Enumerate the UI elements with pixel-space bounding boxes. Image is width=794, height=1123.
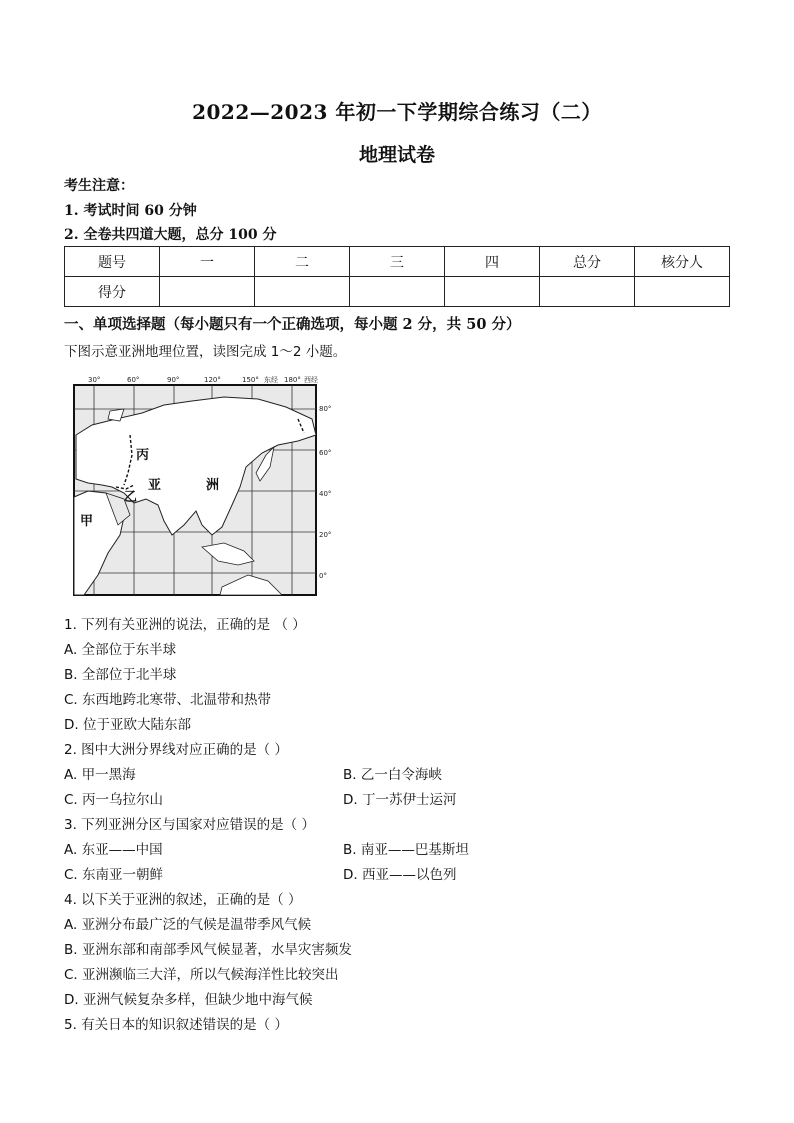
- answer-option[interactable]: C. 丙一乌拉尔山: [64, 792, 164, 808]
- score-cell[interactable]: [635, 277, 730, 307]
- question-stem: 4. 以下关于亚洲的叙述，正确的是（ ）: [64, 892, 302, 908]
- lon-label: 西经: [304, 376, 318, 384]
- lat-label: 80°: [319, 405, 332, 413]
- lon-label: 东经: [264, 376, 278, 384]
- answer-option[interactable]: A. 东亚——中国: [64, 842, 163, 858]
- lat-label: 0°: [319, 572, 327, 580]
- score-table-score-row: [65, 277, 730, 307]
- score-row-label: 得分: [65, 277, 160, 307]
- score-cell[interactable]: [350, 277, 445, 307]
- score-table-header: 核分人: [635, 247, 730, 277]
- answer-option[interactable]: C. 东西地跨北寒带、北温带和热带: [64, 692, 272, 708]
- section-heading: 一、单项选择题（每小题只有一个正确选项，每小题 2 分，共 50 分）: [64, 316, 521, 333]
- answer-option[interactable]: A. 全部位于东半球: [64, 642, 177, 658]
- score-table-header: 题号: [65, 247, 160, 277]
- section-intro: 下图示意亚洲地理位置，读图完成 1～2 小题。: [64, 344, 347, 360]
- map-label-bing: 丙: [136, 448, 150, 463]
- question-stem: 1. 下列有关亚洲的说法，正确的是 （ ）: [64, 617, 306, 633]
- answer-option[interactable]: D. 位于亚欧大陆东部: [64, 717, 191, 733]
- score-table: [64, 246, 730, 307]
- answer-option[interactable]: C. 东南亚一朝鲜: [64, 867, 164, 883]
- lon-label: 150°: [242, 376, 259, 384]
- score-table-header-row: [65, 247, 730, 277]
- lat-label: 60°: [319, 449, 332, 457]
- exam-title: 2022—2023 年初一下学期综合练习（二）: [192, 100, 602, 124]
- score-cell[interactable]: [255, 277, 350, 307]
- score-table-header: 一: [160, 247, 255, 277]
- answer-option[interactable]: B. 全部位于北半球: [64, 667, 177, 683]
- lon-label: 90°: [167, 376, 180, 384]
- notice-item: 1. 考试时间 60 分钟: [64, 203, 197, 219]
- answer-option[interactable]: A. 亚洲分布最广泛的气候是温带季风气候: [64, 917, 312, 933]
- exam-subject: 地理试卷: [358, 144, 435, 166]
- score-table-header: 二: [255, 247, 350, 277]
- answer-option[interactable]: B. 乙一白令海峡: [343, 767, 442, 783]
- map-label-ya: 亚: [148, 478, 162, 493]
- score-table-header: 总分: [540, 247, 635, 277]
- lon-label: 60°: [127, 376, 140, 384]
- lon-label: 180°: [284, 376, 301, 384]
- answer-option[interactable]: B. 南亚——巴基斯坦: [343, 842, 469, 858]
- asia-map: [72, 375, 332, 599]
- lon-label: 30°: [88, 376, 101, 384]
- map-label-zhou: 洲: [206, 478, 220, 493]
- answer-option[interactable]: A. 甲一黑海: [64, 767, 136, 783]
- question-stem: 3. 下列亚洲分区与国家对应错误的是（ ）: [64, 817, 315, 833]
- answer-option[interactable]: B. 亚洲东部和南部季风气候显著，水旱灾害频发: [64, 942, 352, 958]
- answer-option[interactable]: C. 亚洲濒临三大洋，所以气候海洋性比较突出: [64, 967, 339, 983]
- score-table-header: 三: [350, 247, 445, 277]
- score-table-header: 四: [445, 247, 540, 277]
- notice-heading: 考生注意：: [64, 178, 134, 194]
- question-stem: 2. 图中大洲分界线对应正确的是（ ）: [64, 742, 288, 758]
- question-stem: 5. 有关日本的知识叙述错误的是（ ）: [64, 1017, 288, 1033]
- score-cell[interactable]: [540, 277, 635, 307]
- answer-option[interactable]: D. 丁一苏伊士运河: [343, 792, 457, 808]
- map-label-yi: 乙: [124, 490, 138, 505]
- score-cell[interactable]: [160, 277, 255, 307]
- map-label-jia: 甲: [80, 514, 94, 529]
- answer-option[interactable]: D. 亚洲气候复杂多样，但缺少地中海气候: [64, 992, 313, 1008]
- lat-label: 40°: [319, 490, 332, 498]
- score-cell[interactable]: [445, 277, 540, 307]
- notice-item: 2. 全卷共四道大题，总分 100 分: [64, 227, 277, 243]
- lat-label: 20°: [319, 531, 332, 539]
- lon-label: 120°: [204, 376, 221, 384]
- answer-option[interactable]: D. 西亚——以色列: [343, 867, 457, 883]
